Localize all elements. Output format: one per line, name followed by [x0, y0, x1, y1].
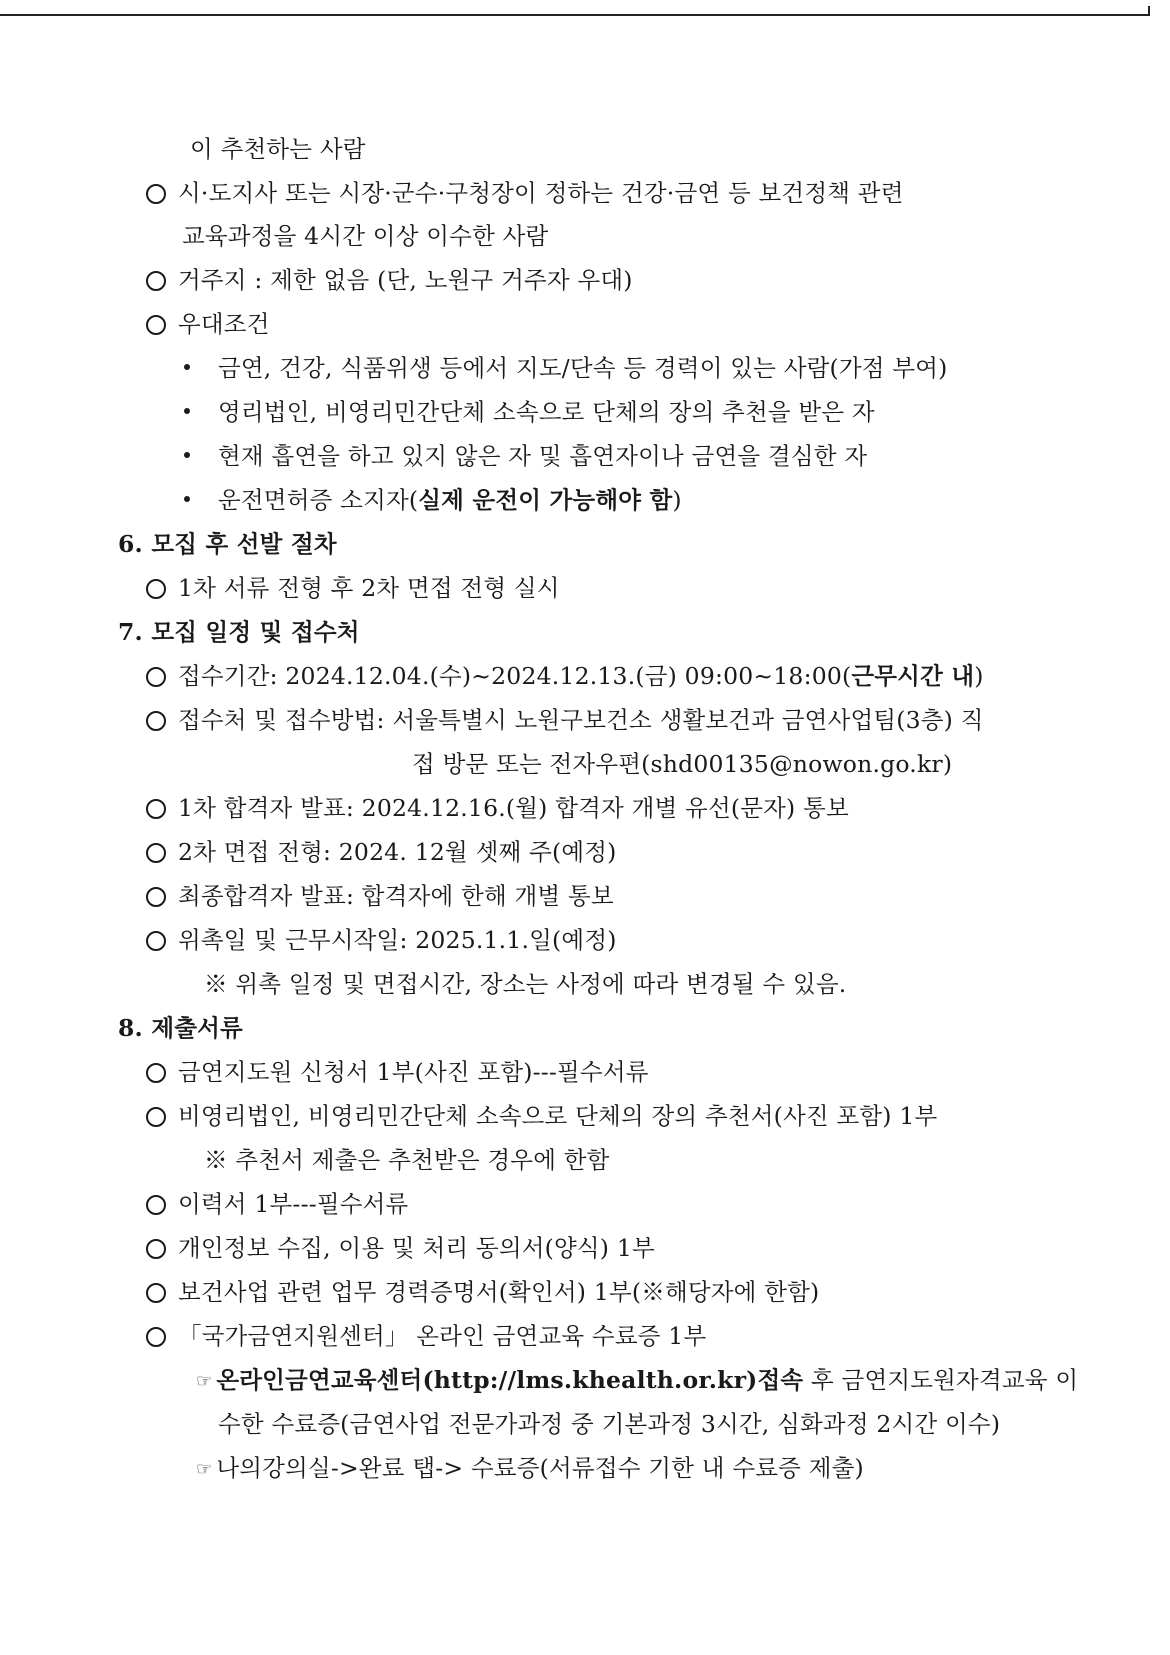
item-privacy-consent — [146, 1232, 655, 1264]
circle-bullet-icon — [146, 579, 166, 599]
item-text: 위촉일 및 근무시작일: 2025.1.1.일(예정) — [178, 926, 617, 954]
work-hours: 근무시간 내 — [851, 662, 975, 690]
circle-bullet-icon — [146, 315, 166, 335]
item-start-date — [146, 924, 617, 956]
item-application-form — [146, 1056, 649, 1088]
item-interview — [146, 836, 617, 868]
circle-bullet-icon — [146, 711, 166, 731]
item-text: 1차 서류 전형 후 2차 면접 전형 실시 — [178, 574, 560, 602]
dot-bullet-icon — [184, 408, 190, 414]
item-text: 최종합격자 발표: 합격자에 한해 개별 통보 — [178, 882, 614, 910]
section-7-heading: 7. 모집 일정 및 접수처 — [118, 618, 360, 646]
item-resume — [146, 1188, 408, 1220]
closing-paren: ) — [672, 486, 682, 514]
pref-bullet-4 — [184, 484, 682, 516]
item-career-certificate — [146, 1276, 819, 1308]
item-text: 개인정보 수집, 이용 및 처리 동의서(양식) 1부 — [178, 1234, 655, 1262]
item-text: 금연지도원 신청서 1부(사진 포함)---필수서류 — [178, 1058, 649, 1086]
item-text: 시·도지사 또는 시장·군수·구청장이 정하는 건강·금연 등 보건정책 관련 — [178, 179, 904, 207]
circle-bullet-icon — [146, 1239, 166, 1259]
item-preferences — [146, 308, 270, 340]
circle-bullet-icon — [146, 184, 166, 204]
edu-center-link: 온라인금연교육센터(http://lms.khealth.or.kr)접속 — [216, 1366, 804, 1394]
pointing-hand-icon: ☞ — [196, 1371, 213, 1392]
circle-bullet-icon — [146, 931, 166, 951]
item-text: 접수처 및 접수방법: 서울특별시 노원구보건소 생활보건과 금연사업팀(3층) 직 — [178, 706, 984, 734]
top-rule-tick — [1148, 6, 1150, 15]
item-text: 이력서 1부---필수서류 — [178, 1190, 409, 1218]
circle-bullet-icon — [146, 1327, 166, 1347]
circle-bullet-icon — [146, 667, 166, 687]
item-text: 「국가금연지원센터」 온라인 금연교육 수료증 1부 — [178, 1322, 707, 1350]
pref-bullet-2 — [184, 396, 875, 428]
item-text: 우대조건 — [178, 310, 270, 338]
classroom-text: 나의강의실->완료 탭-> 수료증(서류접수 기한 내 수료증 제출) — [216, 1454, 864, 1482]
item-text: 접수기간: 2024.12.04.(수)~2024.12.13.(금) 09:00~18:00( — [178, 662, 852, 690]
edu-center-text: 후 금연지도원자격교육 이 — [803, 1366, 1079, 1394]
pointing-hand-icon: ☞ — [196, 1459, 213, 1480]
line-edu-center-cont: 수한 수료증(금연사업 전문가과정 중 기본과정 3시간, 심화과정 2시간 이수) — [218, 1410, 1001, 1438]
note-schedule-change: ※ 위촉 일정 및 면접시간, 장소는 사정에 따라 변경될 수 있음. — [204, 970, 847, 998]
line-my-classroom — [196, 1452, 864, 1486]
pref-bullet-3 — [184, 440, 867, 472]
closing-paren: ) — [974, 662, 984, 690]
section-6-heading: 6. 모집 후 선발 절차 — [118, 530, 337, 558]
line-application-place-cont: 접 방문 또는 전자우편(shd00135@nowon.go.kr) — [412, 750, 953, 778]
circle-bullet-icon — [146, 1063, 166, 1083]
item-text: 2차 면접 전형: 2024. 12월 셋째 주(예정) — [178, 838, 617, 866]
circle-bullet-icon — [146, 799, 166, 819]
bullet-text: 금연, 건강, 식품위생 등에서 지도/단속 등 경력이 있는 사람(가점 부여) — [218, 354, 948, 382]
item-application-period — [146, 660, 984, 692]
dot-bullet-icon — [184, 452, 190, 458]
item-text: 보건사업 관련 업무 경력증명서(확인서) 1부(※해당자에 한함) — [178, 1278, 820, 1306]
dot-bullet-icon — [184, 496, 190, 502]
top-rule — [0, 14, 1150, 16]
item-text: 거주지 : 제한 없음 (단, 노원구 거주자 우대) — [178, 266, 633, 294]
dot-bullet-icon — [184, 364, 190, 370]
circle-bullet-icon — [146, 887, 166, 907]
item-online-certificate — [146, 1320, 706, 1352]
item-education-requirement — [146, 177, 904, 209]
item-residence — [146, 264, 633, 296]
section-8-heading: 8. 제출서류 — [118, 1014, 243, 1042]
circle-bullet-icon — [146, 1107, 166, 1127]
item-final-result — [146, 880, 614, 912]
line-recommender: 이 추천하는 사람 — [190, 135, 366, 163]
pref-bullet-1 — [184, 352, 948, 384]
item-selection — [146, 572, 560, 604]
item-first-result — [146, 792, 849, 824]
bullet-text: 운전면허증 소지자( — [218, 486, 419, 514]
bullet-text: 현재 흡연을 하고 있지 않은 자 및 흡연자이나 금연을 결심한 자 — [218, 442, 868, 470]
circle-bullet-icon — [146, 843, 166, 863]
circle-bullet-icon — [146, 271, 166, 291]
line-education-cont: 교육과정을 4시간 이상 이수한 사람 — [182, 222, 549, 250]
circle-bullet-icon — [146, 1195, 166, 1215]
item-text: 1차 합격자 발표: 2024.12.16.(월) 합격자 개별 유선(문자) 통보 — [178, 794, 849, 822]
item-text: 비영리법인, 비영리민간단체 소속으로 단체의 장의 추천서(사진 포함) 1부 — [178, 1102, 938, 1130]
note-recommendation: ※ 추천서 제출은 추천받은 경우에 한함 — [204, 1146, 610, 1174]
circle-bullet-icon — [146, 1283, 166, 1303]
line-edu-center — [196, 1364, 1078, 1398]
item-application-place — [146, 704, 984, 736]
driving-note: 실제 운전이 가능해야 함 — [418, 486, 673, 514]
item-recommendation — [146, 1100, 937, 1132]
bullet-text: 영리법인, 비영리민간단체 소속으로 단체의 장의 추천을 받은 자 — [218, 398, 875, 426]
